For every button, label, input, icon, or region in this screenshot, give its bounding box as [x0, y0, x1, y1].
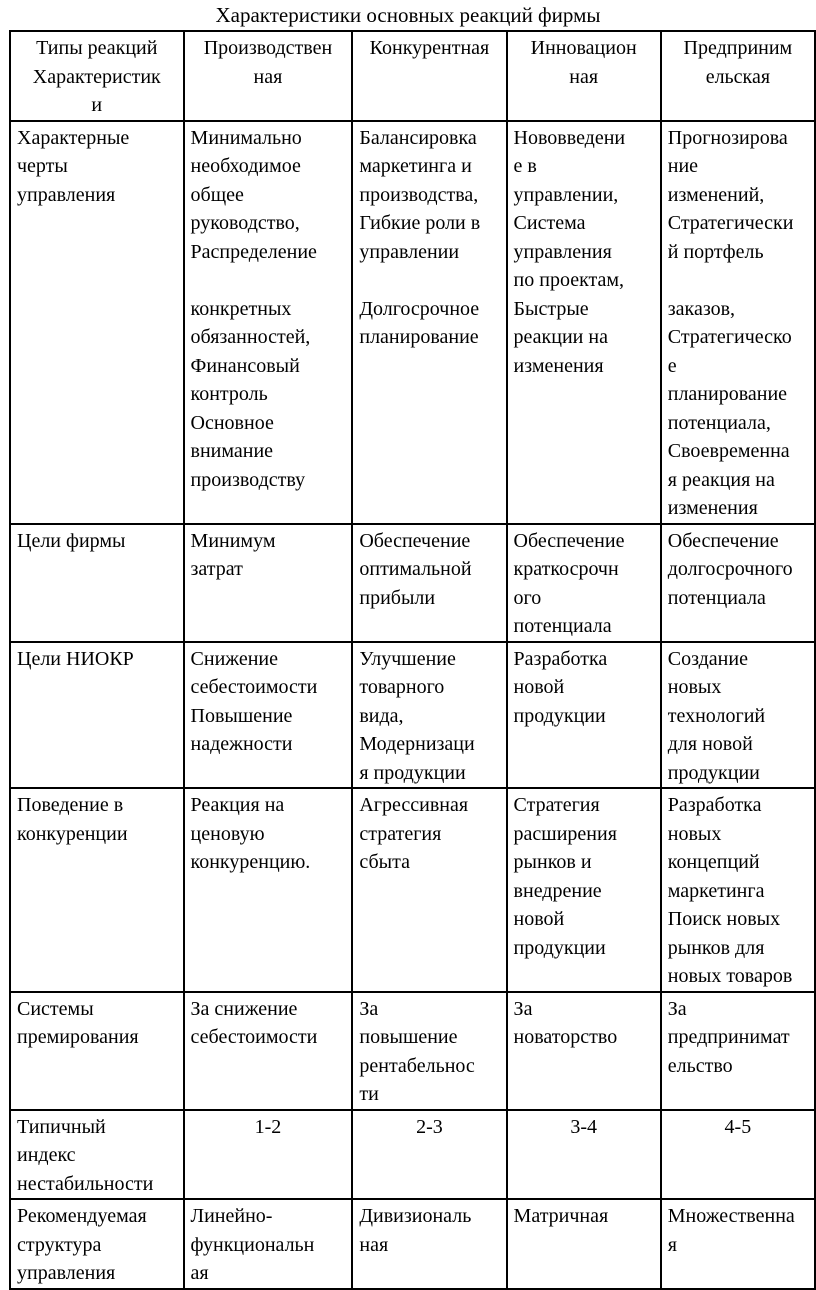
table-cell: Нововведени е в управлении, Система управления по проектам, Быстрые реакции на изменения [507, 121, 661, 524]
header-entrepreneurial: Предприним ельская [661, 31, 815, 121]
row-label: Поведение в конкуренции [10, 788, 184, 992]
table-row [10, 524, 815, 642]
table-cell: 4-5 [661, 1110, 815, 1200]
table-cell: Улучшение товарного вида, Модернизаци я продукции [352, 642, 506, 789]
table-cell: Множественна я [661, 1199, 815, 1289]
row-label: Характерные черты управления [10, 121, 184, 524]
table-cell: Обеспечение краткосрочн ого потенциала [507, 524, 661, 642]
table-cell: Разработка новых концепций маркетинга Поиск новых рынков для новых товаров [661, 788, 815, 992]
table-row [10, 788, 815, 992]
table-cell: За предпринимат ельство [661, 992, 815, 1110]
table-cell: 2-3 [352, 1110, 506, 1200]
table-cell: Агрессивная стратегия сбыта [352, 788, 506, 992]
table-cell: Реакция на ценовую конкуренцию. [184, 788, 353, 992]
table-cell: За снижение себестоимости [184, 992, 353, 1110]
table-cell: Балансировка маркетинга и производства, Гибкие роли в управлении Долгосрочное планирование [352, 121, 506, 524]
table-cell: За повышение рентабельнос ти [352, 992, 506, 1110]
table-row [10, 1199, 815, 1289]
table-cell: 3-4 [507, 1110, 661, 1200]
table-row [10, 992, 815, 1110]
table-cell: Матричная [507, 1199, 661, 1289]
table-cell: Обеспечение оптимальной прибыли [352, 524, 506, 642]
table-row [10, 121, 815, 524]
header-competitive: Конкурентная [352, 31, 506, 121]
table-cell: 1-2 [184, 1110, 353, 1200]
header-corner-cell: Типы реакций Характеристик и [10, 31, 184, 121]
table-cell: Минимально необходимое общее руководство, Распределение конкретных обязанностей, Финансовый контроль Основное внимание производству [184, 121, 353, 524]
table-cell: Дивизиональ ная [352, 1199, 506, 1289]
table-cell: Минимум затрат [184, 524, 353, 642]
table-title: Характеристики основных реакций фирмы [215, 3, 601, 27]
row-label: Системы премирования [10, 992, 184, 1110]
table-cell: Снижение себестоимости Повышение надежности [184, 642, 353, 789]
reactions-table [9, 30, 816, 1290]
header-innovative: Инновацион ная [507, 31, 661, 121]
row-label: Цели НИОКР [10, 642, 184, 789]
table-cell: Разработка новой продукции [507, 642, 661, 789]
table-cell: За новаторство [507, 992, 661, 1110]
row-label: Рекомендуемая структура управления [10, 1199, 184, 1289]
table-row [10, 642, 815, 789]
table-cell: Стратегия расширения рынков и внедрение новой продукции [507, 788, 661, 992]
table-cell: Создание новых технологий для новой продукции [661, 642, 815, 789]
table-row [10, 1110, 815, 1200]
row-label: Типичный индекс нестабильности [10, 1110, 184, 1200]
table-header-row [10, 31, 815, 121]
table-cell: Линейно- функциональн ая [184, 1199, 353, 1289]
row-label: Цели фирмы [10, 524, 184, 642]
table-cell: Обеспечение долгосрочного потенциала [661, 524, 815, 642]
header-production: Производствен ная [184, 31, 353, 121]
table-cell: Прогнозирова ние изменений, Стратегически й портфель заказов, Стратегическо е планирование потенциала, Своевременна я реакция на изменения [661, 121, 815, 524]
